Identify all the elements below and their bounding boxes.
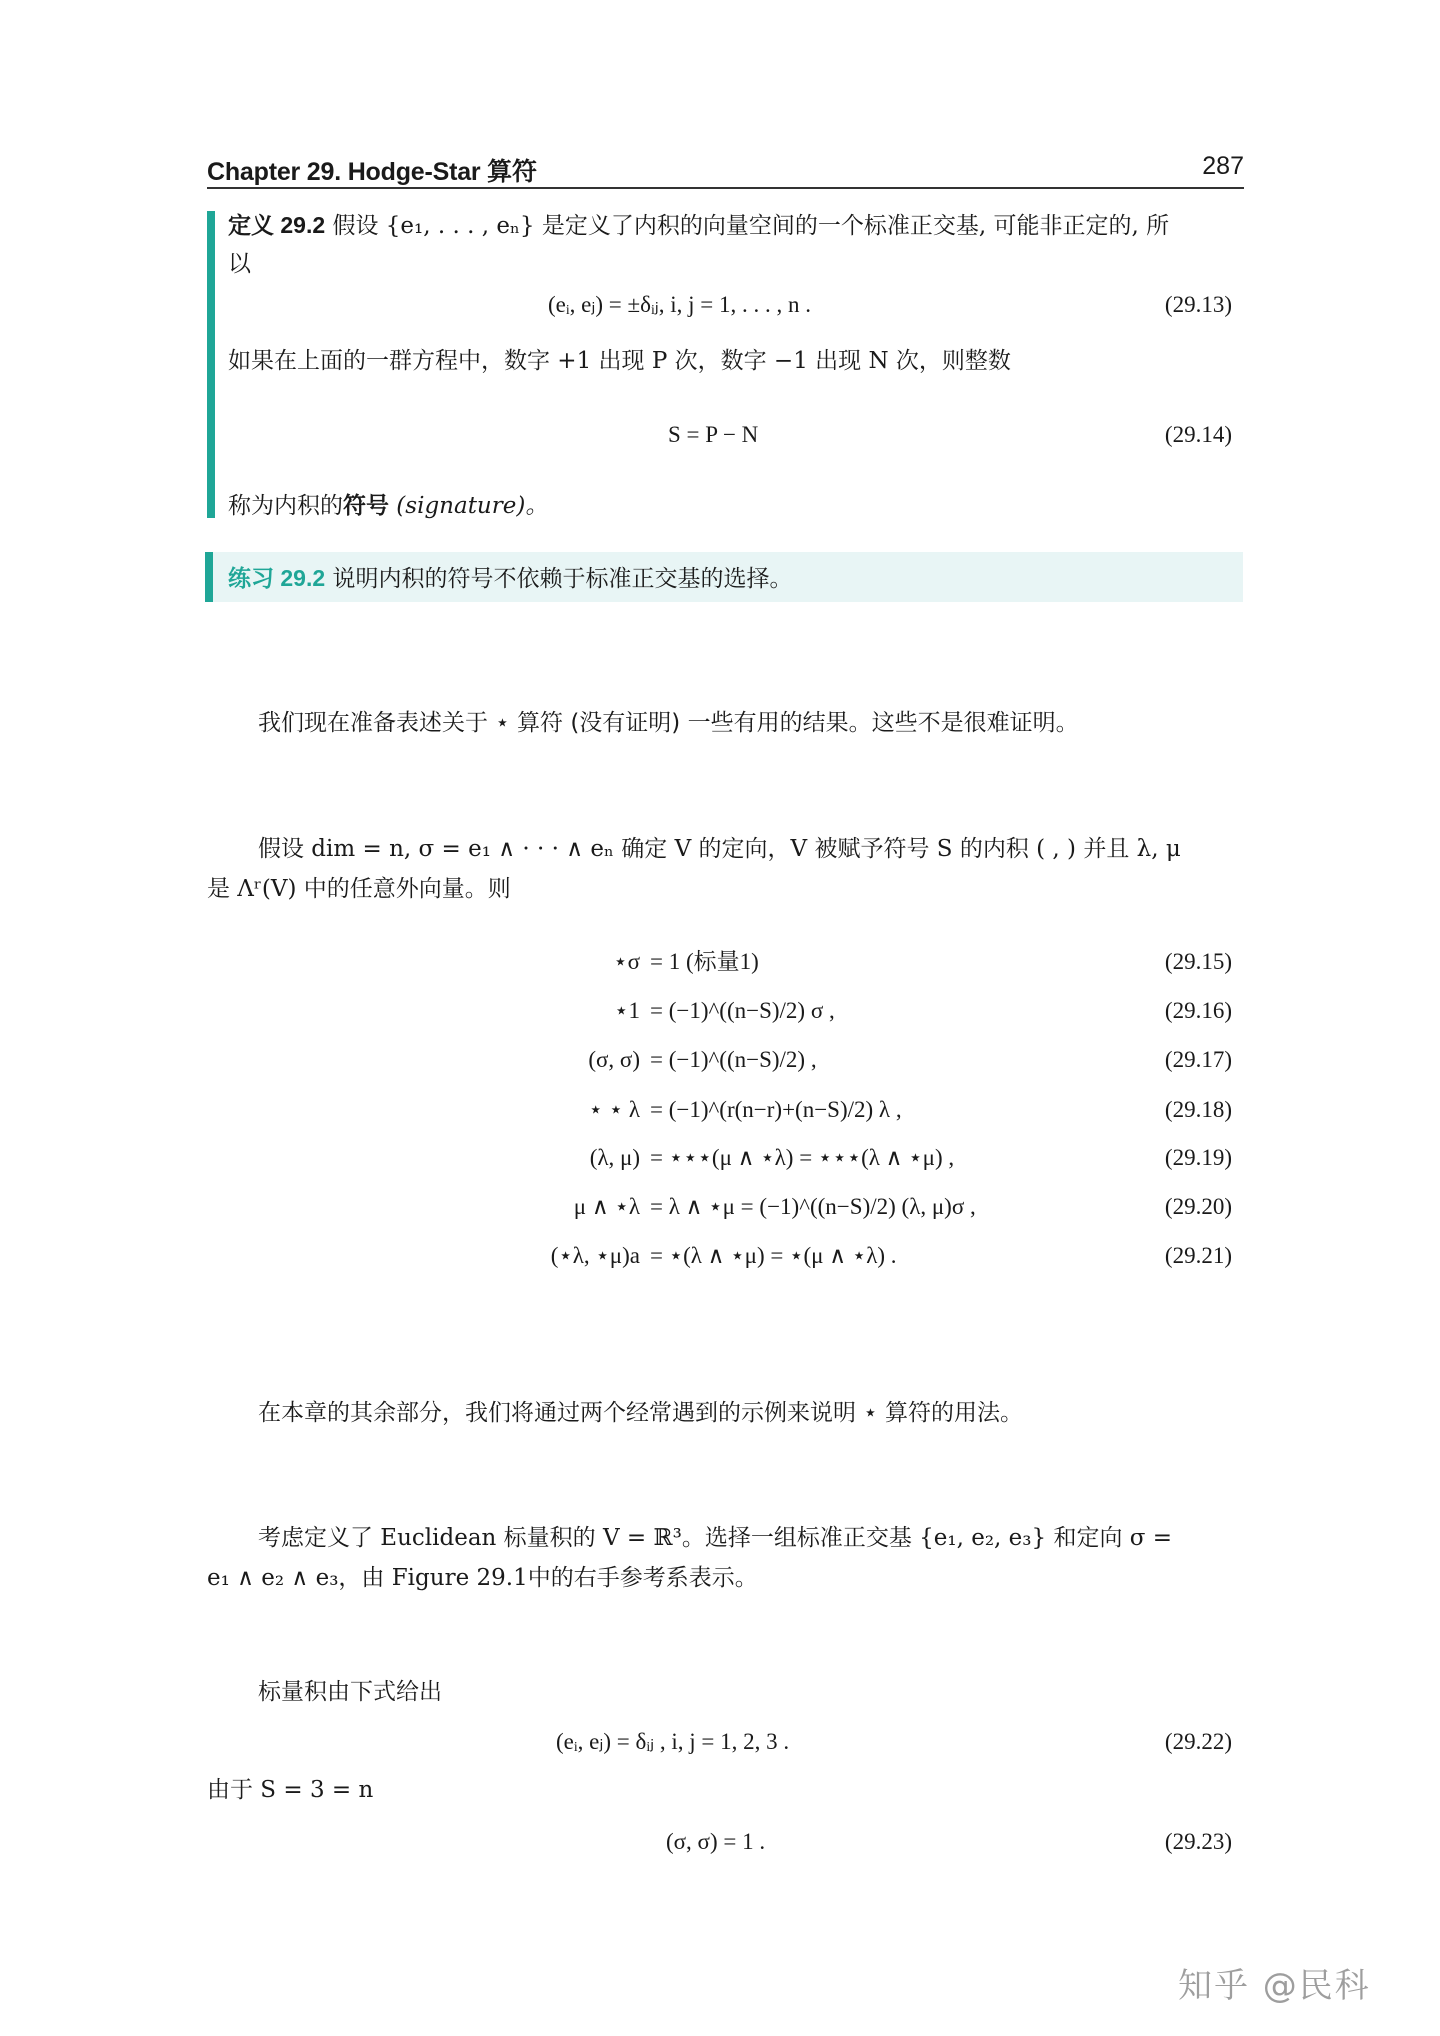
definition-line-2: 以 [228,251,251,277]
chapter-header-title: Chapter 29. Hodge-Star 算符 [207,158,537,186]
equation-rhs: = ⋆⋆⋆(μ ∧ ⋆λ) = ⋆⋆⋆(λ ∧ ⋆μ) , [650,1145,955,1170]
equation-number: (29.19) [1164,1145,1232,1170]
paragraph-2-line-1: 假设 dim = n, σ = e₁ ∧ · · · ∧ eₙ 确定 V 的定向，V 被赋予符号 S 的内积 ( , ) 并且 λ, μ [258,836,1181,862]
exercise-line [228,563,792,594]
equation-rhs: = (−1)^(r(n−r)+(n−S)/2) λ , [650,1097,902,1122]
paragraph-4-line-2: e₁ ∧ e₂ ∧ e₃，由 Figure 29.1中的右手参考系表示。 [207,1565,758,1591]
equation-number: (29.20) [1164,1194,1232,1219]
definition-accent-bar [207,211,215,518]
equation-lhs: μ ∧ ⋆λ [573,1194,640,1219]
equation-rhs: = ⋆(λ ∧ ⋆μ) = ⋆(μ ∧ ⋆λ) . [650,1243,897,1268]
paragraph-5: 标量积由下式给出 [258,1679,442,1705]
signature-english: (signature)。 [389,493,549,519]
equation-lhs: ⋆1 [614,998,640,1023]
definition-label: 定义 29.2 [228,212,326,238]
paragraph-4-line-1: 考虑定义了 Euclidean 标量积的 V = ℝ³。选择一组标准正交基 {e₁, e₂, e₃} 和定向 σ = [258,1525,1173,1551]
zhihu-watermark: 知乎 @民科 [1178,1966,1371,2006]
equation-lhs: ⋆ ⋆ λ [588,1097,640,1122]
paragraph-2-line-2: 是 Λʳ(V) 中的任意外向量。则 [207,876,511,902]
equation-29-14: S = P − N [668,422,759,447]
equation-lhs: ⋆σ [613,949,640,974]
exercise-text: 说明内积的符号不依赖于标准正交基的选择。 [332,566,793,592]
definition-line-4 [228,491,548,521]
paragraph-6: 由于 S = 3 = n [207,1777,374,1803]
paragraph-3: 在本章的其余部分，我们将通过两个经常遇到的示例来说明 ⋆ 算符的用法。 [258,1400,1024,1426]
equation-number: (29.16) [1164,998,1232,1023]
exercise-accent-bar [205,552,213,602]
header-divider [207,187,1244,189]
definition-line-4-prefix: 称为内积的 [228,493,343,519]
equation-number-29-14: (29.14) [1164,422,1232,447]
signature-term: 符号 [343,493,389,519]
equation-rhs: = λ ∧ ⋆μ = (−1)^((n−S)/2) (λ, μ)σ , [650,1194,976,1219]
equation-number: (29.18) [1164,1097,1232,1122]
equation-number-29-13: (29.13) [1164,292,1232,317]
page-number: 287 [1202,152,1244,180]
definition-text: 假设 {e₁, . . . , eₙ} 是定义了内积的向量空间的一个标准正交基, 可能非正定的, 所 [332,213,1170,239]
equation-number: (29.15) [1164,949,1232,974]
equation-29-22: (eᵢ, eⱼ) = δᵢⱼ , i, j = 1, 2, 3 . [556,1729,790,1754]
equation-lhs: (σ, σ) [588,1047,640,1072]
equation-number: (29.17) [1164,1047,1232,1072]
equation-29-13: (eᵢ, eⱼ) = ±δᵢⱼ, i, j = 1, . . . , n . [548,292,811,317]
definition-line-1 [228,210,1169,241]
equation-rhs: = 1 (标量1) [650,949,759,974]
equation-number-29-22: (29.22) [1164,1729,1232,1754]
equation-rhs: = (−1)^((n−S)/2) , [650,1047,817,1072]
equation-number-29-23: (29.23) [1164,1829,1232,1854]
equation-29-23: (σ, σ) = 1 . [666,1829,766,1854]
equation-lhs: (⋆λ, ⋆μ)a [550,1243,640,1268]
equation-rhs: = (−1)^((n−S)/2) σ , [650,998,835,1023]
equation-number: (29.21) [1164,1243,1232,1268]
paragraph-1: 我们现在准备表述关于 ⋆ 算符 (没有证明) 一些有用的结果。这些不是很难证明。 [258,710,1079,736]
equation-lhs: (λ, μ) [589,1145,640,1170]
exercise-label: 练习 29.2 [228,565,326,591]
definition-line-3: 如果在上面的一群方程中，数字 +1 出现 P 次，数字 −1 出现 N 次，则整数 [228,348,1011,374]
